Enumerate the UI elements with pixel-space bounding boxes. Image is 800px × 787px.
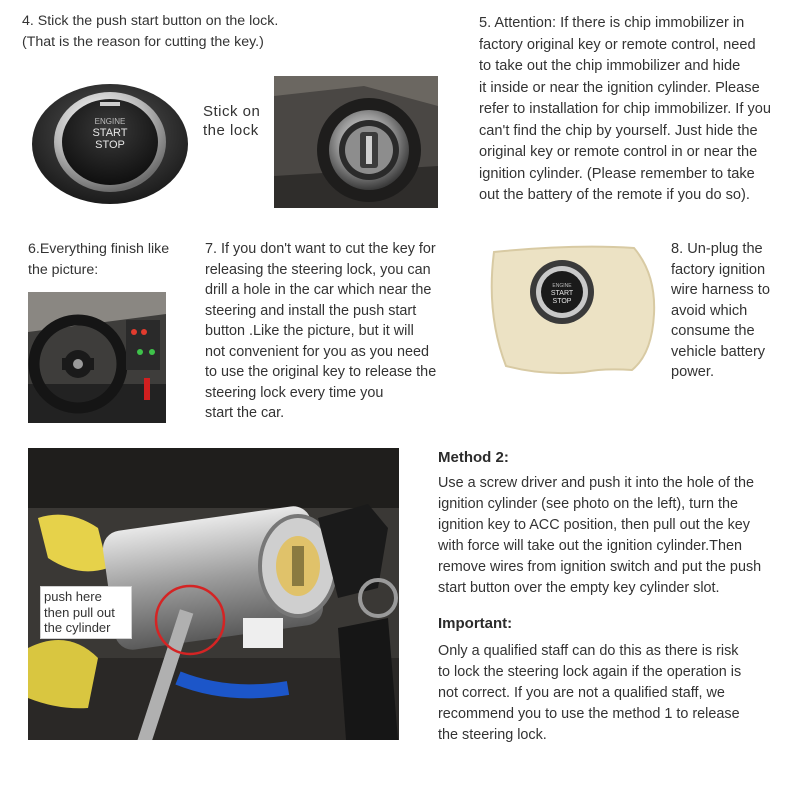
ignition-lock-illustration — [274, 76, 438, 208]
push-start-button-photo — [28, 76, 190, 208]
finished-dashboard-photo — [28, 292, 166, 423]
step7-text: 7. If you don't want to cut the key for releasing the steering lock, you can drill a hole in the car which near the steering and install the push start button .Like the picture, but it will not convenient for you as you need to use the original key to release the steering lock every time you start the car. — [205, 241, 437, 421]
dashboard-illustration — [28, 292, 166, 423]
method2-title: Method 2: — [438, 449, 509, 466]
panel-button-label-start: START — [550, 290, 574, 297]
button-label-engine: ENGINE — [94, 117, 126, 126]
step5-attention-text: 5. Attention: If there is chip immobilizer in factory original key or remote control, need to take out the chip immobilizer and hide it inside or near the ignition cylinder. Please refer to installation for chip immobilizer. If you can't find the chip by yourself. Just hide the original key or remote control in or near the ignition cylinder. (Please remember to take out the battery of the remote if you do so). — [479, 15, 771, 203]
method2-text: Use a screw driver and push it into the hole of the ignition cylinder (see photo on the left), turn the ignition key to ACC position, then pull out the key with force will take out the ignition cylinder.Then remove wires from ignition switch and put the push start button over the empty key cylinder slot. — [438, 475, 762, 597]
ignition-lock-photo — [274, 76, 438, 208]
panel-button-label-stop: STOP — [552, 298, 572, 305]
panel-button-label-engine: ENGINE — [552, 283, 572, 289]
button-label-stop: STOP — [95, 139, 125, 151]
ignition-cylinder-photo — [28, 448, 399, 740]
important-text: Only a qualified staff can do this as there is risk to lock the steering lock again if the operation is not correct. If you are not a qualified staff, we recommend you to use the method 1 to release the steering lock. — [438, 643, 742, 744]
button-label-start: START — [92, 127, 128, 139]
important-title: Important: — [438, 615, 513, 632]
step4-heading: 4. Stick the push start button on the lock. (That is the reason for cutting the key.) — [22, 13, 279, 50]
beige-panel-illustration — [484, 244, 664, 377]
push-here-callout: push here then pull out the cylinder — [40, 586, 132, 639]
step8-text: 8. Un-plug the factory ignition wire harness to avoid which consume the vehicle battery power. — [671, 241, 770, 380]
push-start-button-illustration — [28, 76, 190, 208]
indicator-light — [100, 102, 120, 106]
step6-text: 6.Everything finish like the picture: — [28, 241, 170, 278]
panel-button-photo — [484, 244, 664, 377]
stick-on-lock-caption: Stick on the lock — [203, 103, 261, 139]
